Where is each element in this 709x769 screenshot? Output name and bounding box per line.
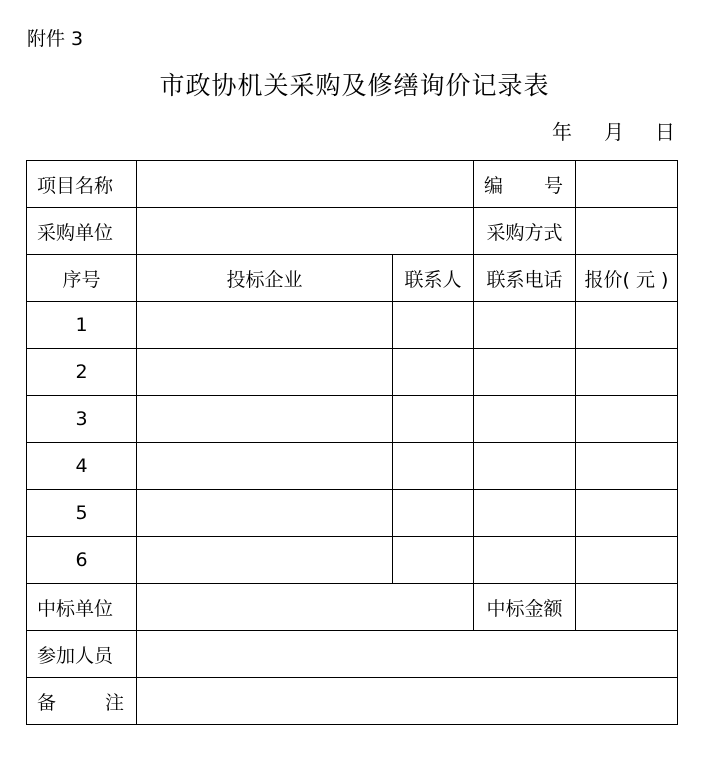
date-year-label: 年 bbox=[552, 120, 572, 144]
remarks-label-cell bbox=[27, 678, 137, 725]
purchase-method-label: 采购方式 bbox=[474, 208, 576, 255]
contact-field[interactable] bbox=[393, 349, 474, 396]
table-row bbox=[27, 302, 678, 349]
remarks-row bbox=[27, 678, 678, 725]
contact-field[interactable] bbox=[393, 443, 474, 490]
phone-field[interactable] bbox=[474, 302, 576, 349]
phone-field[interactable] bbox=[474, 537, 576, 584]
project-name-field[interactable] bbox=[137, 161, 474, 208]
purchasing-unit-label: 采购单位 bbox=[27, 208, 137, 255]
bidder-field[interactable] bbox=[137, 302, 393, 349]
col-header-phone: 联系电话 bbox=[474, 255, 576, 302]
table-row bbox=[27, 396, 678, 443]
row-index: 6 bbox=[27, 537, 137, 584]
project-name-row bbox=[27, 161, 678, 208]
date-day-label: 日 bbox=[655, 120, 675, 144]
row-index: 4 bbox=[27, 443, 137, 490]
remarks-field[interactable] bbox=[137, 678, 678, 725]
phone-field[interactable] bbox=[474, 490, 576, 537]
winning-amount-field[interactable] bbox=[576, 584, 678, 631]
form-title: 市政协机关采购及修缮询价记录表 bbox=[159, 71, 550, 100]
phone-field[interactable] bbox=[474, 443, 576, 490]
phone-field[interactable] bbox=[474, 349, 576, 396]
row-index: 1 bbox=[27, 302, 137, 349]
purchasing-unit-field[interactable] bbox=[137, 208, 474, 255]
contact-field[interactable] bbox=[393, 537, 474, 584]
quote-field[interactable] bbox=[576, 396, 678, 443]
attachment-label: 附件 3 bbox=[27, 28, 84, 50]
table-row bbox=[27, 443, 678, 490]
column-header-row bbox=[27, 255, 678, 302]
participants-label: 参加人员 bbox=[27, 631, 137, 678]
col-header-bidder: 投标企业 bbox=[137, 255, 393, 302]
winning-unit-field[interactable] bbox=[137, 584, 474, 631]
purchasing-unit-row bbox=[27, 208, 678, 255]
row-index: 5 bbox=[27, 490, 137, 537]
col-header-contact: 联系人 bbox=[393, 255, 474, 302]
contact-field[interactable] bbox=[393, 396, 474, 443]
contact-field[interactable] bbox=[393, 490, 474, 537]
bidder-field[interactable] bbox=[137, 443, 393, 490]
quote-field[interactable] bbox=[576, 537, 678, 584]
quote-field[interactable] bbox=[576, 302, 678, 349]
bidder-field[interactable] bbox=[137, 490, 393, 537]
participants-row bbox=[27, 631, 678, 678]
bidder-field[interactable] bbox=[137, 349, 393, 396]
serial-label-cell bbox=[474, 161, 576, 208]
bidder-field[interactable] bbox=[137, 396, 393, 443]
winning-row bbox=[27, 584, 678, 631]
serial-field[interactable] bbox=[576, 161, 678, 208]
record-table bbox=[26, 160, 678, 725]
quote-field[interactable] bbox=[576, 490, 678, 537]
table-row bbox=[27, 537, 678, 584]
quote-field[interactable] bbox=[576, 349, 678, 396]
table-row bbox=[27, 349, 678, 396]
bidder-field[interactable] bbox=[137, 537, 393, 584]
purchase-method-field[interactable] bbox=[576, 208, 678, 255]
project-name-label: 项目名称 bbox=[27, 161, 137, 208]
table-row bbox=[27, 490, 678, 537]
row-index: 3 bbox=[27, 396, 137, 443]
contact-field[interactable] bbox=[393, 302, 474, 349]
col-header-quote: 报价( 元 ) bbox=[576, 255, 678, 302]
serial-label-char-2: 号 bbox=[543, 174, 563, 197]
col-header-index: 序号 bbox=[27, 255, 137, 302]
remarks-label-char-1: 备 bbox=[37, 691, 57, 714]
serial-label-char-1: 编 bbox=[484, 174, 504, 197]
winning-unit-label: 中标单位 bbox=[27, 584, 137, 631]
remarks-label-char-2: 注 bbox=[104, 691, 124, 714]
quote-field[interactable] bbox=[576, 443, 678, 490]
participants-field[interactable] bbox=[137, 631, 678, 678]
phone-field[interactable] bbox=[474, 396, 576, 443]
row-index: 2 bbox=[27, 349, 137, 396]
date-month-label: 月 bbox=[604, 120, 624, 144]
winning-amount-label: 中标金额 bbox=[474, 584, 576, 631]
